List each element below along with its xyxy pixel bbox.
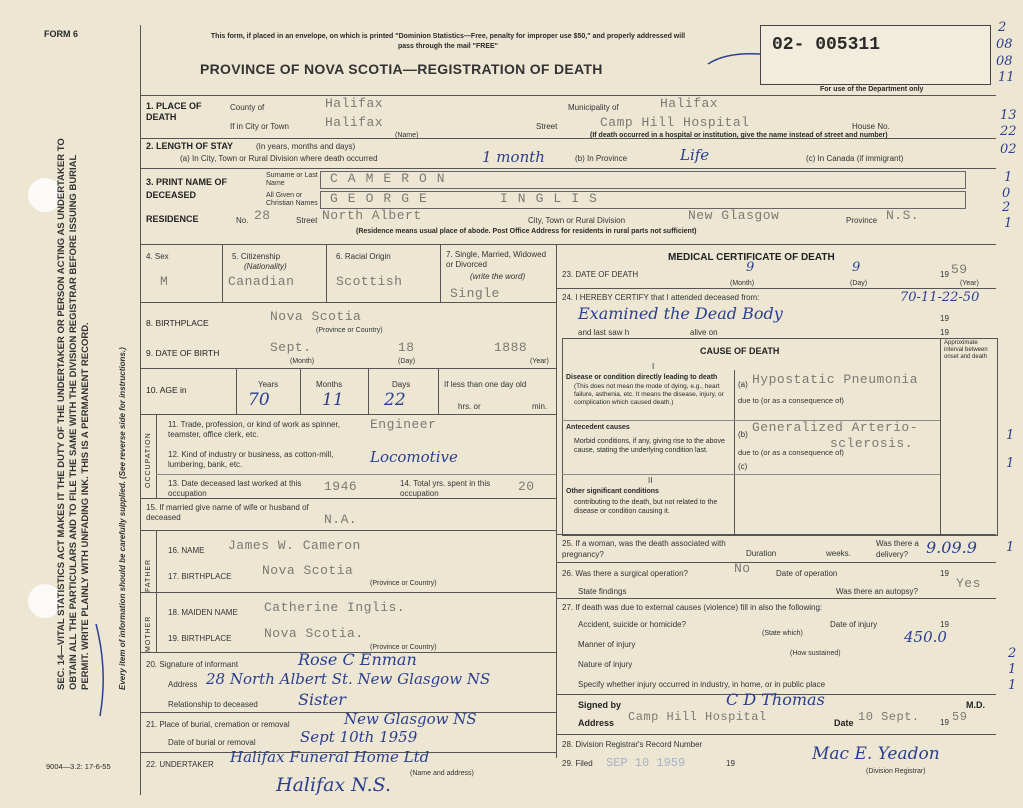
death-month: 9: [746, 260, 755, 275]
year-prefix: 19: [726, 759, 735, 768]
state-which-label: (State which): [762, 630, 803, 637]
cause-a-marker: (a): [738, 380, 748, 389]
age-days-label: Days: [392, 380, 411, 389]
dob-month: Sept.: [270, 340, 312, 355]
relationship-label: Relationship to deceased: [168, 700, 258, 709]
form-code: 9004—3.2: 17-6-55: [46, 762, 111, 771]
citizenship-label: 5. Citizenship: [232, 252, 281, 261]
residence-label: RESIDENCE: [146, 214, 199, 224]
medical-title: MEDICAL CERTIFICATE OF DEATH: [668, 252, 835, 263]
autopsy-label: Was there an autopsy?: [836, 587, 918, 596]
city-label: If in City or Town: [230, 122, 289, 131]
municipality-value: Halifax: [660, 96, 719, 111]
stay-a-value: 1 month: [482, 148, 545, 166]
disease-label: Disease or condition directly leading to death: [566, 374, 718, 381]
nature-label: Nature of injury: [578, 660, 633, 669]
given-value-2: INGLIS: [500, 191, 607, 206]
mother-birthplace-label: 19. BIRTHPLACE: [168, 634, 232, 643]
how-sustained-label: (How sustained): [790, 650, 841, 657]
death-month-label: (Month): [730, 280, 755, 287]
margin-code: 02: [1000, 142, 1017, 157]
death-year: 59: [951, 262, 968, 277]
margin-code: 2: [1008, 646, 1017, 661]
cause-b-marker: (b): [738, 430, 748, 439]
rule: [140, 95, 996, 96]
year-prefix: 19: [940, 314, 949, 323]
age-hrs-label: hrs. or: [458, 402, 481, 411]
death-year-prefix: 19: [940, 270, 949, 279]
residence-street-label: Street: [296, 216, 318, 225]
undertaker-value: Halifax Funeral Home Ltd: [230, 748, 430, 766]
residence-note: (Residence means usual place of abode. Post Office Address for residents in rural parts not sufficient): [356, 228, 697, 235]
rule: [156, 414, 157, 498]
sex-label: 4. Sex: [146, 252, 169, 261]
rule: [556, 562, 996, 563]
margin-code: 1: [1008, 678, 1017, 693]
place-label: 1. PLACE OF DEATH: [146, 101, 202, 122]
margin-code: 1: [1004, 170, 1013, 185]
specify-label: Specify whether injury occurred in industry, in home, or in public place: [578, 680, 826, 689]
year-prefix: 19: [940, 620, 949, 629]
informant-label: 20. Signature of informant: [146, 660, 239, 669]
dob-label: 9. DATE OF BIRTH: [146, 348, 220, 358]
rule: [562, 474, 940, 475]
trade-value: Engineer: [370, 417, 437, 432]
father-birthplace-label: 17. BIRTHPLACE: [168, 572, 232, 581]
margin-code: 1: [1006, 540, 1015, 555]
age-label: 10. AGE in: [146, 385, 187, 395]
rule: [556, 598, 996, 599]
trade-label: 11. Trade, profession, or kind of work as spinner, teamster, office clerk, etc.: [168, 420, 340, 439]
citizenship-sublabel: (Nationality): [244, 262, 287, 271]
rule: [556, 534, 996, 535]
industry-value: Locomotive: [370, 448, 458, 466]
antecedent-sublabel: Morbid conditions, if any, giving rise to the above cause, stating the underlying condition last.: [574, 438, 725, 454]
street-label: Street: [536, 122, 558, 131]
undertaker-extra: Halifax N.S.: [276, 774, 391, 796]
sex-value: M: [160, 274, 169, 289]
rule: [156, 530, 157, 652]
signed-date-label: Date: [834, 718, 854, 728]
rule: [556, 288, 996, 289]
pregnancy-label: 25. If a woman, was the death associated with pregnancy?: [562, 539, 726, 559]
name-label: 3. PRINT NAME OF DECEASED: [146, 177, 228, 200]
total-years-value: 20: [518, 479, 535, 494]
cause-a-value: Hypostatic Pneumonia: [752, 372, 919, 387]
death-day-label: (Day): [850, 280, 868, 287]
filed-stamp: SEP 10 1959: [606, 756, 686, 770]
citizenship-value: Canadian: [228, 274, 295, 289]
stay-a-label: (a) In City, Town or Rural Division where death occurred: [180, 154, 378, 163]
father-birthplace-sublabel: (Province or Country): [370, 580, 437, 587]
mother-side-label: MOTHER: [145, 615, 152, 652]
spouse-value: N.A.: [324, 512, 358, 527]
disease-sublabel: (This does not mean the mode of dying, e.g., heart failure, asthenia, etc. It means the disease, injury, or complication which caused death.): [574, 383, 724, 406]
residence-prov: N.S.: [886, 208, 920, 223]
birthplace-label: 8. BIRTHPLACE: [146, 318, 209, 328]
last-saw-label: and last saw h: [578, 328, 630, 337]
burial-date-label: Date of burial or removal: [168, 738, 256, 747]
burial-date: Sept 10th 1959: [300, 728, 418, 746]
marital-value: Single: [450, 286, 500, 301]
municipality-label: Municipality of: [568, 103, 619, 112]
surgery-label: 26. Was there a surgical operation?: [562, 569, 688, 578]
county-label: County of: [230, 103, 265, 112]
age-min-label: min.: [532, 402, 548, 411]
pen-stroke-mark: [706, 48, 762, 68]
other-sublabel: contributing to the death, but not related to the disease or condition causing it.: [574, 499, 718, 515]
racial-label: 6. Racial Origin: [336, 252, 391, 261]
city-value: Halifax: [325, 115, 384, 130]
dob-year-label: (Year): [530, 358, 549, 365]
cause-b-value: Generalized Arterio-: [752, 420, 919, 435]
part-two: II: [648, 476, 653, 485]
county-value: Halifax: [325, 96, 384, 111]
delivery-annotation: 9.09.9: [926, 538, 977, 557]
age-years-label: Years: [258, 380, 279, 389]
dob-year: 1888: [494, 340, 528, 355]
age-months: 11: [322, 390, 344, 410]
rule: [440, 244, 441, 302]
surname-value: CAMERON: [330, 171, 455, 186]
residence-prov-label: Province: [846, 216, 878, 225]
autopsy-value: Yes: [956, 576, 981, 591]
rule: [140, 168, 996, 169]
rule: [156, 474, 556, 475]
findings-label: State findings: [578, 587, 627, 596]
stay-sublabel: (In years, months and days): [256, 142, 356, 151]
industry-label: 12. Kind of industry or business, as cotton-mill, lumbering, bank, etc.: [168, 450, 334, 469]
stay-label: 2. LENGTH OF STAY: [146, 141, 234, 151]
duration-label: Duration: [746, 549, 777, 558]
weeks-label: weeks.: [826, 549, 851, 558]
death-date-label: 23. DATE OF DEATH: [562, 270, 639, 279]
registrar-signature: Mac E. Yeadon: [812, 744, 940, 764]
mother-birthplace: Nova Scotia.: [264, 626, 364, 641]
dob-day-label: (Day): [398, 358, 416, 365]
physician-address-label: Address: [578, 718, 615, 728]
cause-title: CAUSE OF DEATH: [700, 346, 780, 356]
street-value: Camp Hill Hospital: [600, 115, 750, 130]
total-years-label: 14. Total yrs. spent in this occupation: [400, 479, 491, 498]
marital-sublabel: (write the word): [470, 272, 526, 281]
year-prefix: 19: [940, 718, 949, 727]
mother-name-label: 18. MAIDEN NAME: [168, 608, 238, 617]
father-name-label: 16. NAME: [168, 546, 205, 555]
side-note: Every item of information should be carefully supplied. (See reverse side for instructions.): [118, 347, 127, 690]
antecedent-label: Antecedent causes: [566, 424, 630, 431]
rule: [140, 368, 556, 369]
name-sublabel: (Name): [395, 132, 419, 139]
house-label: House No.: [852, 122, 890, 131]
father-side-label: FATHER: [145, 558, 152, 592]
signed-year: 59: [952, 710, 968, 724]
age-years: 70: [248, 390, 270, 410]
informant-address: 28 North Albert St. New Glasgow NS: [206, 670, 491, 688]
due-to-label: due to (or as a consequence of): [738, 448, 844, 457]
margin-code: 2: [1002, 200, 1011, 215]
mother-birthplace-sublabel: (Province or Country): [370, 644, 437, 651]
manner-label: Manner of injury: [578, 640, 636, 649]
residence-no-label: No.: [236, 216, 249, 225]
rule: [438, 368, 439, 414]
father-name: James W. Cameron: [228, 538, 361, 553]
residence-city-label: City, Town or Rural Division: [528, 216, 626, 225]
father-birthplace: Nova Scotia: [262, 563, 354, 578]
birthplace-value: Nova Scotia: [270, 309, 362, 324]
alive-on-label: alive on: [690, 328, 718, 337]
death-day: 9: [852, 260, 861, 275]
other-label: Other significant conditions: [566, 488, 659, 495]
form-id: FORM 6: [44, 29, 79, 39]
death-year-label: (Year): [960, 280, 979, 287]
age-less-label: If less than one day old: [444, 380, 527, 389]
record-number-label: 28. Division Registrar's Record Number: [562, 740, 703, 749]
rule: [326, 244, 327, 302]
year-prefix: 19: [940, 328, 949, 337]
margin-code: 1: [1006, 456, 1015, 471]
side-instructions: SEC. 14—VITAL STATISTICS ACT MAKES IT THE DUTY OF THE UNDERTAKER OR PERSON ACTING AS UNDERTAKER TO OBTAIN ALL THE PARTICULARS AND TO FILE THE SAME WITH THE DIVISION REGISTRAR BEFORE ISSUING BURIAL PERMIT. WRITE PLAINLY WITH UNFADING INK. THIS IS A PERMANENT RECORD.: [56, 138, 91, 690]
surname-label: Surname or Last Name: [266, 172, 318, 187]
burial-place: New Glasgow NS: [344, 710, 477, 728]
given-label: All Given or Christian Names: [266, 192, 318, 207]
residence-street: North Albert: [322, 208, 422, 223]
signed-date: 10 Sept.: [858, 710, 920, 724]
given-value-1: GEORGE: [330, 191, 437, 206]
margin-code: 0: [1002, 186, 1011, 201]
pen-stroke-mark: [88, 620, 118, 720]
md-label: M.D.: [966, 700, 985, 710]
mother-name: Catherine Inglis.: [264, 600, 406, 615]
delivery-label: Was there a delivery?: [876, 539, 919, 559]
certify-label: 24. I HEREBY CERTIFY that I attended deceased from:: [562, 293, 760, 302]
dob-month-label: (Month): [290, 358, 315, 365]
physician-signature: C D Thomas: [726, 690, 825, 709]
occupation-side-label: OCCUPATION: [145, 432, 152, 488]
filed-label: 29. Filed: [562, 759, 593, 768]
undertaker-label: 22. UNDERTAKER: [146, 760, 214, 769]
cause-b-value-2: sclerosis.: [830, 436, 914, 451]
birthplace-sublabel: (Province or Country): [316, 327, 383, 334]
due-to-label: due to (or as a consequence of): [738, 396, 844, 405]
frame-left: [140, 25, 141, 795]
rule: [368, 368, 369, 414]
place-note: (If death occurred in a hospital or institution, give the name instead of street and number): [590, 132, 888, 139]
margin-code: 2: [998, 20, 1007, 35]
registrar-sublabel: (Division Registrar): [866, 768, 926, 775]
spouse-label: 15. If married give name of wife or husband of deceased: [146, 503, 309, 522]
margin-code: 1: [1008, 662, 1017, 677]
marital-label: 7. Single, Married, Widowed or Divorced: [446, 250, 547, 269]
rule: [734, 370, 735, 534]
margin-code: 1: [1006, 428, 1015, 443]
rule: [300, 368, 301, 414]
part-one: I: [652, 362, 655, 371]
physician-address: Camp Hill Hospital: [628, 710, 767, 724]
rule: [140, 302, 556, 303]
age-months-label: Months: [316, 380, 343, 389]
margin-code: 11: [998, 70, 1015, 85]
accident-label: Accident, suicide or homicide?: [578, 620, 687, 629]
margin-code: 08: [996, 37, 1013, 52]
undertaker-sublabel: (Name and address): [410, 770, 474, 777]
margin-code: 08: [996, 54, 1013, 69]
dept-note: For use of the Department only: [820, 86, 924, 93]
form-title: PROVINCE OF NOVA SCOTIA—REGISTRATION OF DEATH: [200, 61, 603, 77]
age-days: 22: [384, 390, 406, 410]
rule: [556, 734, 996, 735]
surgery-value: No: [734, 561, 751, 576]
last-worked-value: 1946: [324, 479, 358, 494]
last-worked-label: 13. Date deceased last worked at this occupation: [168, 479, 302, 498]
cause-c-marker: (c): [738, 462, 748, 471]
injury-date-label: Date of injury: [830, 620, 878, 629]
margin-code: 13: [1000, 108, 1017, 123]
rule: [140, 530, 556, 531]
informant-address-label: Address: [168, 680, 198, 689]
certify-annotation: 70-11-22-50: [900, 290, 980, 305]
external-label: 27. If death was due to external causes (violence) fill in also the following:: [562, 603, 823, 612]
stay-b-label: (b) In Province: [575, 154, 628, 163]
injury-annotation: 450.0: [904, 628, 947, 646]
margin-code: 22: [1000, 124, 1017, 139]
racial-value: Scottish: [336, 274, 403, 289]
operation-date-label: Date of operation: [776, 569, 838, 578]
residence-no: 28: [254, 208, 271, 223]
registration-number: 02- 005311: [772, 35, 881, 55]
dob-day: 18: [398, 340, 415, 355]
burial-label: 21. Place of burial, cremation or removal: [146, 720, 290, 729]
margin-code: 1: [1004, 216, 1013, 231]
rule: [140, 414, 556, 415]
interval-label: Approximate interval between onset and death: [944, 340, 988, 360]
registration-number-box: [760, 25, 991, 85]
stay-b-value: Life: [680, 146, 710, 164]
rule: [222, 244, 223, 302]
relationship-value: Sister: [298, 690, 346, 709]
rule: [140, 244, 996, 245]
year-prefix: 19: [940, 569, 949, 578]
informant-signature: Rose C Enman: [298, 650, 417, 669]
center-divider: [556, 244, 557, 758]
rule: [140, 592, 556, 593]
rule: [940, 338, 941, 534]
stay-c-label: (c) In Canada (if immigrant): [806, 154, 904, 163]
rule: [236, 368, 237, 414]
residence-city: New Glasgow: [688, 208, 780, 223]
certify-value: Examined the Dead Body: [578, 304, 783, 323]
signed-label: Signed by: [578, 700, 622, 710]
postal-note: This form, if placed in an envelope, on which is printed "Dominion Statistics—Free, penalty for improper use $50," and properly addressed will pass through the mail "FREE": [210, 33, 686, 50]
